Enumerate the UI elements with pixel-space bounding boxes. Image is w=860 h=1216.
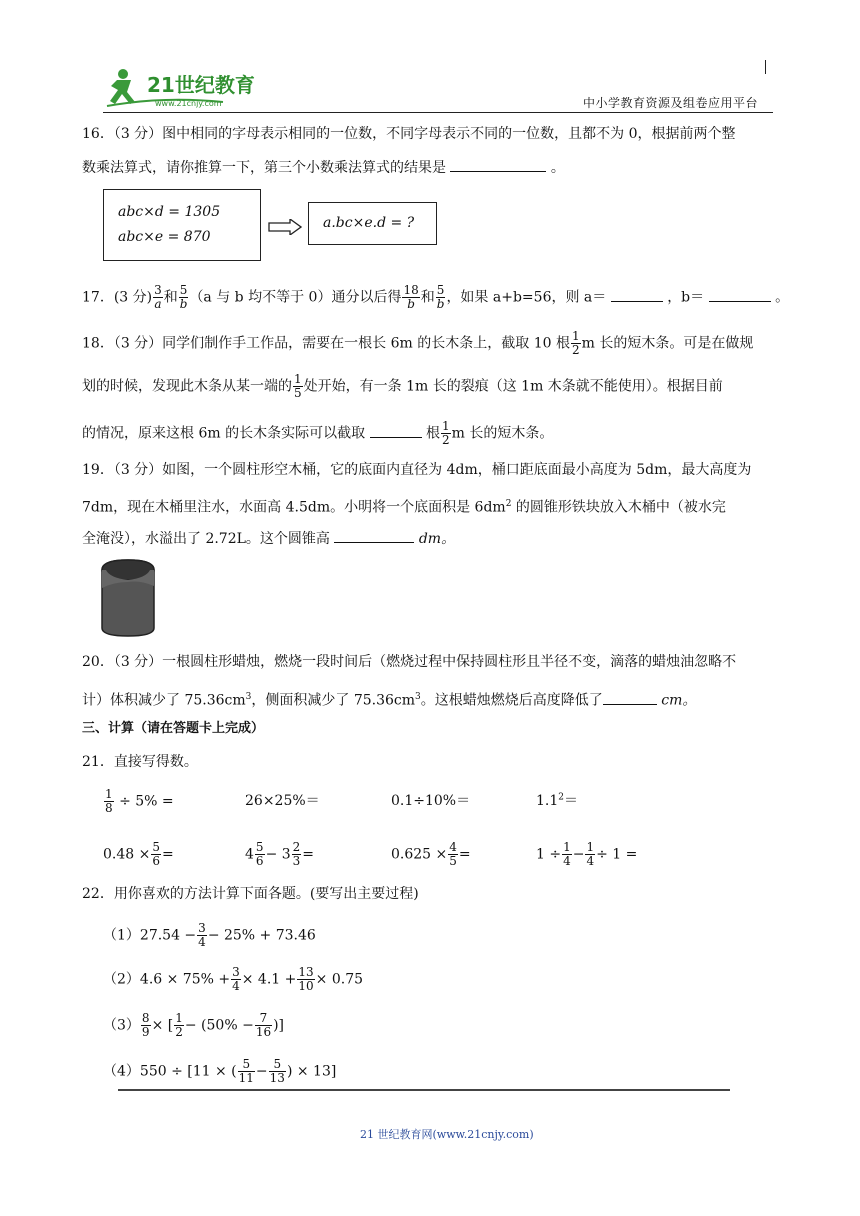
footer-rule: [118, 1089, 730, 1091]
q16-line1: 16．（3 分）图中相同的字母表示相同的一位数，不同字母表示不同的一位数，且都不为 0，根据前两个整: [82, 126, 736, 142]
q18-line3: 的情况，原来这根 6m 的长木条实际可以截取 根 $\frac{1}{2}$ m 长的短木条。: [82, 419, 554, 447]
q16-answer-blank[interactable]: [450, 157, 546, 172]
q22-title: 22．用你喜欢的方法计算下面各题。(要写出主要过程): [82, 886, 419, 902]
q16-question: a.bc×e.d = ?: [323, 215, 415, 231]
platform-title: 中小学教育资源及组卷应用平台: [583, 96, 759, 110]
q21-item-6: 4 $\frac{5}{6}$ − 3 $\frac{2}{3}$ =: [245, 840, 315, 868]
q21-item-2: 26×25%＝: [245, 793, 320, 809]
q21-title: 21．直接写得数。: [82, 754, 198, 770]
q22-problem-4: （4）550 ÷ [11 × ( $\frac{5}{11}$ − $\frac{5}{13}$ ) × 13]: [103, 1057, 337, 1085]
header-tick: [765, 60, 766, 74]
q20-answer-blank[interactable]: [603, 690, 657, 705]
bucket-figure: [100, 556, 156, 638]
q19-line3: 全淹没），水溢出了 2.72L。这个圆锥高 dm。: [82, 528, 455, 549]
q21-item-5: 0.48 × $\frac{5}{6}$ =: [103, 840, 174, 868]
q20-line2: 计）体积减少了 $75.36cm^3$，侧面积减少了 $75.36cm^3$。这根蜡烛燃烧后高度降低了 cm。: [82, 687, 696, 711]
q22-problem-1: （1）27.54 − $\frac{3}{4}$ − 25% + 73.46: [103, 921, 316, 949]
q17-blank-a[interactable]: [611, 287, 663, 302]
q19-line1: 19．（3 分）如图，一个圆柱形空木桶，它的底面内直径为 4dm，桶口距底面最小高度为 5dm，最大高度为: [82, 462, 752, 478]
q16-given-box: [103, 189, 261, 261]
q18-line1: 18．（3 分）同学们制作手工作品，需要在一根长 6m 的长木条上，截取 10 根 $\frac{1}{2}$ m 长的短木条。可是在做规: [82, 329, 754, 357]
q19-answer-blank[interactable]: [334, 528, 414, 543]
q21-item-1: $\frac{1}{8}$ ÷ 5% =: [105, 787, 174, 815]
site-logo: [103, 66, 283, 110]
q16-equation-2: abc×e = 870: [118, 229, 211, 245]
section-3-title: 三、计算（请在答题卡上完成）: [82, 721, 265, 736]
logo-text: 21世纪教育: [147, 73, 255, 97]
q17-blank-b[interactable]: [709, 287, 771, 302]
header-rule: [103, 112, 773, 113]
footer-text: 21 世纪教育网(www.21cnjy.com): [360, 1128, 534, 1141]
q21-item-3: 0.1÷10%＝: [391, 793, 471, 809]
q22-problem-2: （2）4.6 × 75% + $\frac{3}{4}$ × 4.1 + $\frac{13}{10}$ × 0.75: [103, 965, 364, 993]
q16-line2: 数乘法算式，请你推算一下，第三个小数乘法算式的结果是 。: [82, 157, 565, 178]
arrow-right-icon: [268, 219, 302, 235]
q20-line1: 20．（3 分）一根圆柱形蜡烛，燃烧一段时间后（燃烧过程中保持圆柱形且半径不变，滴落的蜡烛油忽略不: [82, 654, 737, 670]
q18-line2: 划的时候，发现此木条从某一端的 $\frac{1}{5}$ 处开始，有一条 1m 长的裂痕（这 1m 木条就不能使用）。根据目前: [82, 372, 723, 400]
q21-item-8: 1 ÷ $\frac{1}{4}$ − $\frac{1}{4}$ ÷ 1 =: [536, 840, 638, 868]
q18-answer-blank[interactable]: [370, 423, 422, 438]
q16-equation-1: abc×d = 1305: [118, 204, 221, 220]
q21-item-4: $1.1^2=$: [536, 792, 578, 809]
q21-item-7: 0.625 × $\frac{4}{5}$ =: [391, 840, 471, 868]
q22-problem-3: （3） $\frac{8}{9}$ × [ $\frac{1}{2}$ − (50% − $\frac{7}{16}$ )]: [103, 1011, 285, 1039]
q19-line2: 7dm，现在木桶里注水，水面高 4.5dm。小明将一个底面积是 $6dm^2$ 的圆锥形铁块放入木桶中（被水完: [82, 499, 726, 516]
q17-line: 17．(3 分) $\frac{3}{a}$ 和 $\frac{5}{b}$ （a 与 b 均不等于 0）通分以后得 $\frac{18}{b}$ 和 $\frac{5}{b}$ ，如果 a+b=56，则 a＝ ，b＝ 。: [82, 283, 790, 311]
svg-text:www.21cnjy.com: www.21cnjy.com: [155, 99, 222, 108]
